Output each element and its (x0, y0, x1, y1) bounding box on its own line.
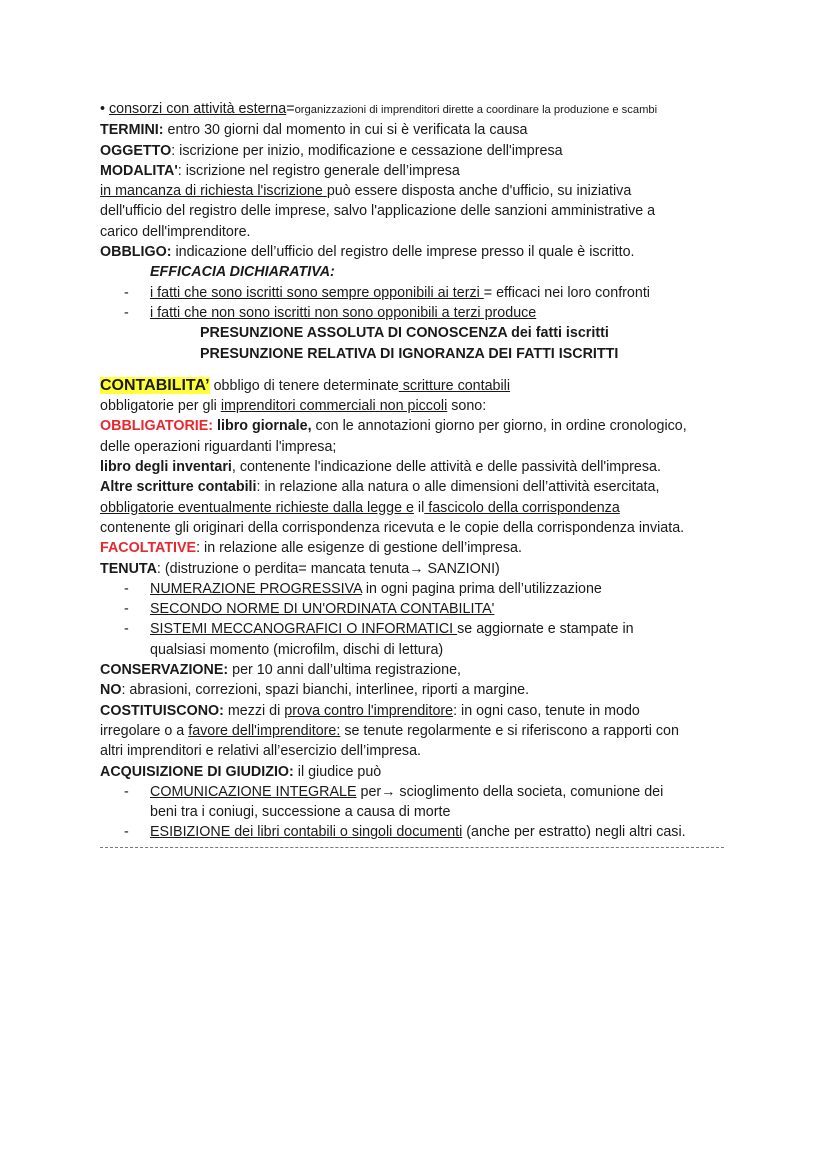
obbligo-label: OBBLIGO: (100, 244, 172, 261)
efficacia-item-1-text: = efficaci nei loro confronti (483, 284, 650, 301)
dash-marker: - (124, 580, 129, 597)
prova-contro-underlined: prova contro l'imprenditore (284, 702, 454, 719)
sistemi-underlined: SISTEMI MECCANOGRAFICI O INFORMATICI (150, 621, 458, 638)
mancanza-line-3: carico dell'imprenditore. (100, 223, 251, 240)
obbligatorie-line-2: delle operazioni riguardanti l'impresa; (100, 438, 337, 455)
obbligo-text: indicazione dell’ufficio del registro delle imprese presso il quale è iscritto. (171, 244, 635, 261)
mancanza-line-1 (100, 181, 740, 201)
inventari-text: , contenente l'indicazione delle attività e delle passività dell'impresa. (231, 459, 661, 476)
acquisizione-item-1-text: per→ scioglimento della societa, comunione dei (356, 783, 664, 800)
dash-marker: - (124, 783, 129, 800)
contabilita-highlighted-label: CONTABILITA’ (100, 376, 210, 394)
dashed-separator (100, 847, 724, 848)
consorzi-term: consorzi con attività esterna (109, 101, 287, 117)
dash-marker: - (124, 304, 129, 321)
costituiscono-label: COSTITUISCONO: (100, 702, 224, 719)
efficacia-item-1-underlined: i fatti che sono iscritti sono sempre opponibili ai terzi (150, 284, 484, 301)
tenuta-text: : (distruzione o perdita= mancata tenuta→ SANZIONI) (156, 560, 500, 577)
facoltative-line (100, 538, 740, 558)
modalita-label: MODALITA' (100, 162, 178, 179)
secondo-norme-underlined: SECONDO NORME DI UN'ORDINATA CONTABILITA' (150, 601, 495, 618)
equals-sign: = (286, 101, 295, 117)
dash-marker: - (124, 824, 129, 841)
acquisizione-item-2-text: (anche per estratto) negli altri casi. (462, 824, 686, 841)
modalita-line (100, 161, 740, 181)
contabilita-text-2b: sono: (447, 398, 487, 415)
mancanza-underlined: in mancanza di richiesta l'iscrizione (100, 183, 327, 200)
costituiscono-line-2 (100, 721, 740, 741)
presunzione-assoluta-a: PRESUNZIONE ASSOLUTA DI CONOSCENZA (200, 325, 512, 342)
termini-label: TERMINI: (100, 122, 164, 139)
tenuta-item-3-text: se aggiornate e stampate in (457, 621, 634, 638)
mancanza-line-2: dell'ufficio del registro delle imprese, salvo l'applicazione delle sanzioni amministrative a (100, 203, 656, 220)
tenuta-item-2 (100, 599, 740, 619)
termini-text: entro 30 giorni dal momento in cui si è verificata la causa (163, 122, 528, 139)
conservazione-text: per 10 anni dall’ultima registrazione, (228, 662, 462, 679)
no-line (100, 680, 740, 700)
termini-line (100, 120, 740, 140)
spacer (100, 364, 740, 376)
efficacia-item-2 (100, 303, 740, 323)
acquisizione-item-2 (100, 822, 740, 842)
tenuta-item-1-text: in ogni pagina prima dell’utilizzazione (361, 580, 602, 597)
presunzione-assoluta-b: dei fatti iscritti (511, 325, 609, 342)
scritture-contabili-underlined: scritture contabili (398, 377, 511, 394)
costituiscono-line-3: altri imprenditori e relativi all’esercizio dell’impresa. (100, 743, 421, 760)
facoltative-text: : in relazione alle esigenze di gestione dell’impresa. (196, 540, 522, 557)
conservazione-label: CONSERVAZIONE: (100, 662, 229, 679)
bullet: • (100, 101, 106, 117)
costituiscono-text-2b: se tenute regolarmente e si riferiscono a rapporti con (340, 722, 679, 739)
favore-underlined: favore dell'imprenditore: (188, 722, 341, 739)
dash-marker: - (124, 621, 129, 638)
altre-text-mid: il (413, 499, 425, 516)
oggetto-text: : iscrizione per inizio, modificazione e cessazione dell'impresa (171, 142, 563, 159)
obbligo-line (100, 242, 740, 262)
consorzi-line (100, 99, 740, 120)
tenuta-line (100, 559, 740, 579)
altre-scritture-label: Altre scritture contabili (100, 479, 257, 496)
libro-giornale: libro giornale, (213, 418, 312, 435)
costituiscono-line-1 (100, 701, 740, 721)
altre-line-2 (100, 498, 740, 518)
efficacia-item-2-underlined: i fatti che non sono iscritti non sono opponibili a terzi produce (150, 304, 537, 321)
facoltative-label: FACOLTATIVE (100, 540, 197, 557)
efficacia-item-1 (100, 283, 740, 303)
costituiscono-text-1b: : in ogni caso, tenute in modo (453, 702, 640, 719)
altre-line-3: contenente gli originari della corrispondenza ricevuta e le copie della corrispondenza inviata. (100, 519, 685, 536)
libro-inventari: libro degli inventari (100, 459, 232, 476)
obbligatorie-line-1 (100, 416, 740, 436)
obbligatorie-text-1: con le annotazioni giorno per giorno, in ordine cronologico, (311, 418, 687, 435)
acquisizione-line (100, 762, 740, 782)
conservazione-line (100, 660, 740, 680)
altre-text-1: : in relazione alla natura o alle dimensioni dell’attività esercitata, (256, 479, 660, 496)
efficacia-title: EFFICACIA DICHIARATIVA: (150, 264, 335, 281)
dash-marker: - (124, 601, 129, 618)
presunzione-relativa: PRESUNZIONE RELATIVA DI IGNORANZA DEI FATTI ISCRITTI (200, 345, 619, 362)
costituiscono-text-2a: irregolare o a (100, 722, 189, 739)
acquisizione-text: il giudice può (293, 763, 382, 780)
costituiscono-text-1a: mezzi di (223, 702, 285, 719)
no-text: : abrasioni, correzioni, spazi bianchi, interlinee, riporti a margine. (121, 682, 530, 699)
oggetto-line (100, 141, 740, 161)
altre-line-1 (100, 477, 740, 497)
imprenditori-underlined: imprenditori commerciali non piccoli (220, 398, 448, 415)
esibizione-underlined: ESIBIZIONE dei libri contabili o singoli documenti (150, 824, 463, 841)
no-label: NO (100, 682, 122, 699)
inventari-line (100, 457, 740, 477)
oggetto-label: OGGETTO (100, 142, 172, 159)
presunzione-assoluta (100, 323, 740, 343)
obbligatorie-eventualmente-underlined: obbligatorie eventualmente richieste dalla legge e (100, 499, 414, 516)
tenuta-item-3 (100, 619, 740, 639)
acquisizione-label: ACQUISIZIONE DI GIUDIZIO: (100, 763, 294, 780)
tenuta-label: TENUTA (100, 560, 157, 577)
acquisizione-item-1-continuation: beni tra i coniugi, successione a causa di morte (150, 804, 451, 821)
contabilita-text-2a: obbligatorie per gli (100, 398, 221, 415)
mancanza-text: può essere disposta anche d'ufficio, su iniziativa (326, 183, 632, 200)
comunicazione-underlined: COMUNICAZIONE INTEGRALE (150, 783, 357, 800)
dash-marker: - (124, 284, 129, 301)
contabilita-text: obbligo di tenere determinate (209, 377, 399, 394)
fascicolo-underlined: fascicolo della corrispondenza (424, 499, 620, 516)
document-body (100, 99, 740, 848)
contabilita-line-1 (100, 376, 740, 396)
tenuta-item-1 (100, 579, 740, 599)
consorzi-description: organizzazioni di imprenditori dirette a coordinare la produzione e scambi (294, 104, 658, 116)
modalita-text: : iscrizione nel registro generale dell’impresa (177, 162, 460, 179)
contabilita-line-2 (100, 396, 740, 416)
acquisizione-item-1 (100, 782, 740, 802)
numerazione-underlined: NUMERAZIONE PROGRESSIVA (150, 580, 362, 597)
obbligatorie-label: OBBLIGATORIE: (100, 418, 214, 435)
tenuta-item-3-continuation: qualsiasi momento (microfilm, dischi di lettura) (150, 641, 444, 658)
